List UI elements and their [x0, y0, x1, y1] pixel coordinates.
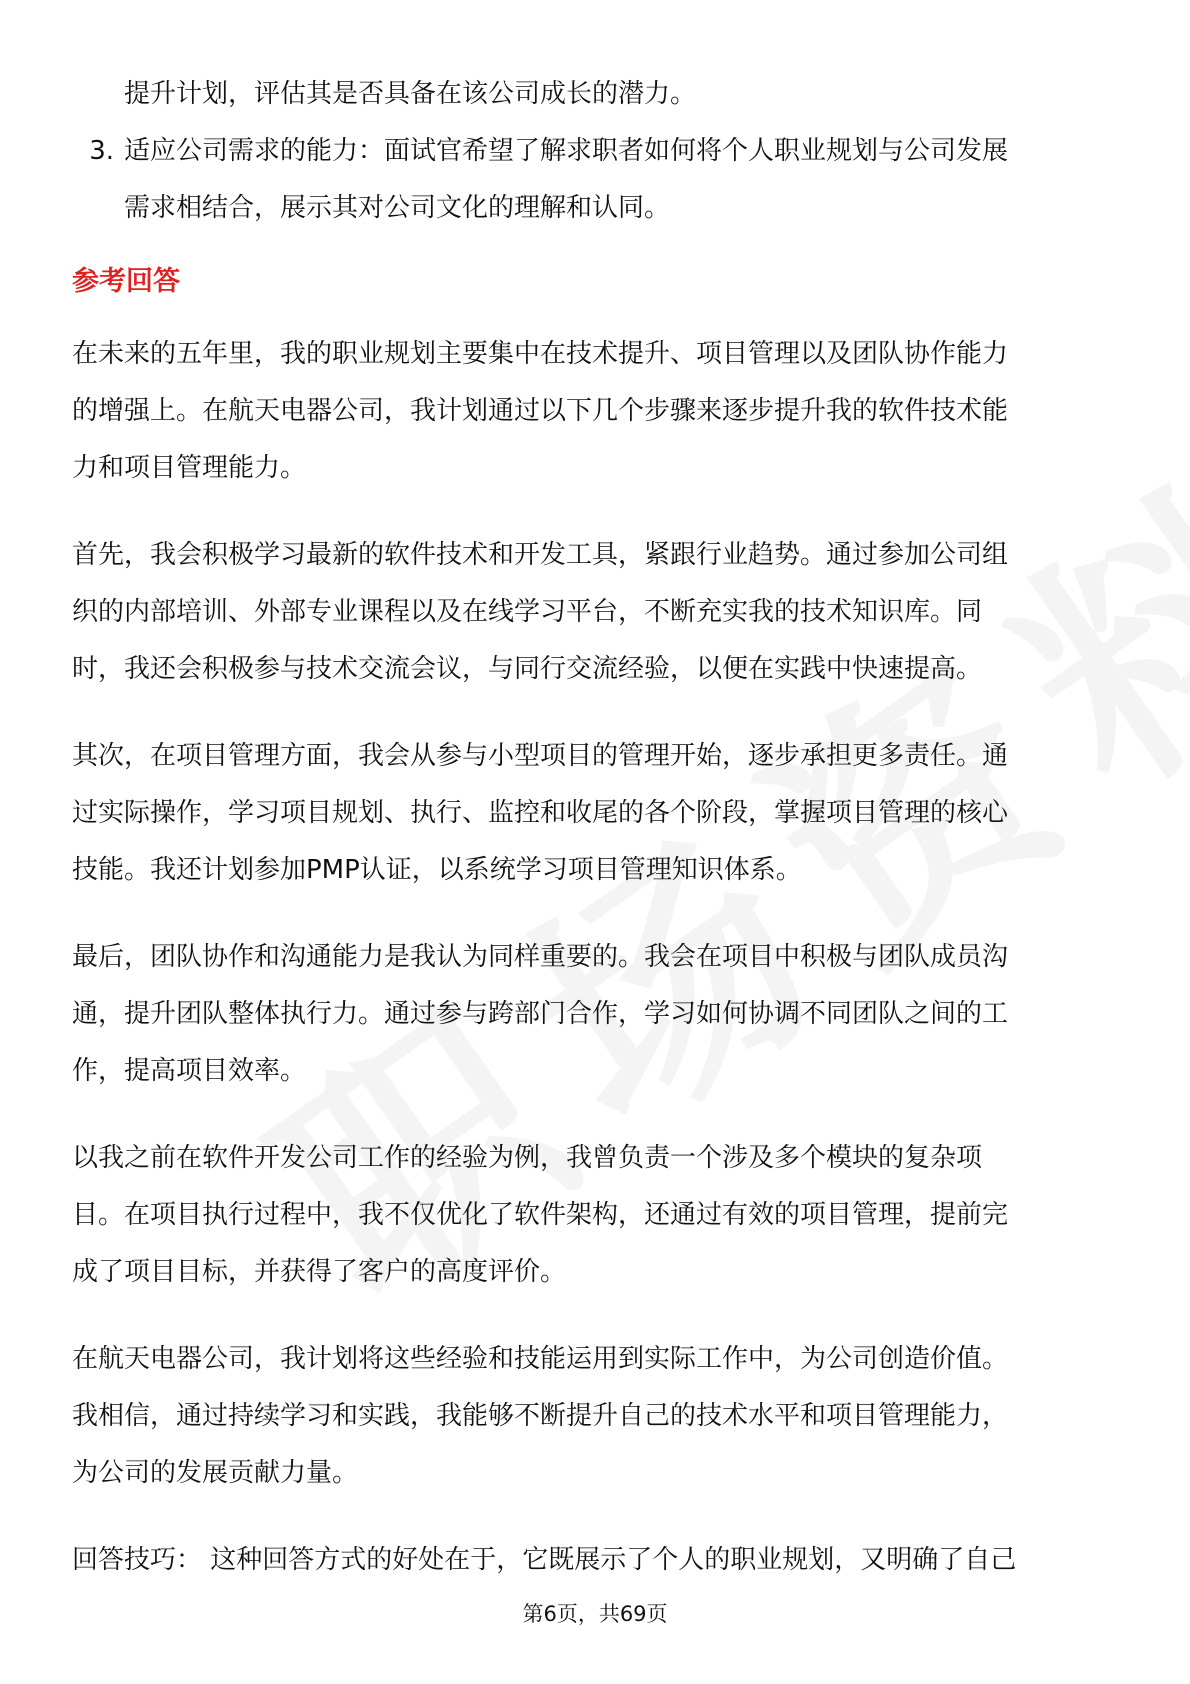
paragraph-line: 通，提升团队整体执行力。通过参与跨部门合作，学习如何协调不同团队之间的工	[72, 999, 1009, 1029]
paragraph-1	[72, 326, 1122, 497]
paragraph-line: 目。在项目执行过程中，我不仅优化了软件架构，还通过有效的项目管理，提前完	[72, 1200, 1009, 1230]
list-item-3-line-2: 需求相结合，展示其对公司文化的理解和认同。	[124, 193, 671, 223]
page-footer: 第6页，共69页	[522, 1602, 668, 1626]
paragraph-line: 在未来的五年里，我的职业规划主要集中在技术提升、项目管理以及团队协作能力	[72, 339, 1009, 369]
paragraph-line: 其次，在项目管理方面，我会从参与小型项目的管理开始，逐步承担更多责任。通	[72, 741, 1009, 771]
paragraph-line: 织的内部培训、外部专业课程以及在线学习平台，不断充实我的技术知识库。同	[72, 597, 983, 627]
paragraph-4	[72, 929, 1122, 1100]
paragraph-line: 作，提高项目效率。	[72, 1056, 307, 1086]
paragraph-line: 最后，团队协作和沟通能力是我认为同样重要的。我会在项目中积极与团队成员沟	[72, 942, 1009, 972]
paragraph-2	[72, 527, 1122, 698]
list-item-3	[72, 123, 1122, 237]
paragraph-line: 技能。我还计划参加PMP认证，以系统学习项目管理知识体系。	[72, 855, 802, 885]
paragraph-6	[72, 1331, 1122, 1502]
paragraph-5	[72, 1130, 1122, 1301]
paragraph-line: 为公司的发展贡献力量。	[72, 1458, 359, 1488]
paragraph-line: 首先，我会积极学习最新的软件技术和开发工具，紧跟行业趋势。通过参加公司组	[72, 540, 1009, 570]
paragraph-line: 的增强上。在航天电器公司，我计划通过以下几个步骤来逐步提升我的软件技术能	[72, 396, 1009, 426]
paragraph-line: 在航天电器公司，我计划将这些经验和技能运用到实际工作中，为公司创造价值。	[72, 1344, 1009, 1374]
document-body	[72, 66, 1122, 1619]
list-number: 3.	[89, 136, 114, 166]
list-item-3-line-1	[72, 123, 1122, 180]
section-heading: 参考回答	[72, 266, 180, 297]
paragraph-line: 力和项目管理能力。	[72, 453, 307, 483]
list-item-text: 适应公司需求的能力：面试官希望了解求职者如何将个人职业规划与公司发展	[124, 136, 1009, 166]
paragraph-3	[72, 728, 1122, 899]
paragraph-7	[72, 1532, 1122, 1589]
list-continuation: 提升计划，评估其是否具备在该公司成长的潜力。	[124, 79, 697, 109]
paragraph-line: 以我之前在软件开发公司工作的经验为例，我曾负责一个涉及多个模块的复杂项	[72, 1143, 983, 1173]
paragraph-line: 过实际操作，学习项目规划、执行、监控和收尾的各个阶段，掌握项目管理的核心	[72, 798, 1009, 828]
paragraph-line: 时，我还会积极参与技术交流会议，与同行交流经验，以便在实践中快速提高。	[72, 654, 983, 684]
paragraph-line: 成了项目目标，并获得了客户的高度评价。	[72, 1257, 567, 1287]
paragraph-line: 我相信，通过持续学习和实践，我能够不断提升自己的技术水平和项目管理能力，	[72, 1401, 1009, 1431]
paragraph-line: 回答技巧： 这种回答方式的好处在于，它既展示了个人的职业规划，又明确了自己	[72, 1545, 1017, 1575]
